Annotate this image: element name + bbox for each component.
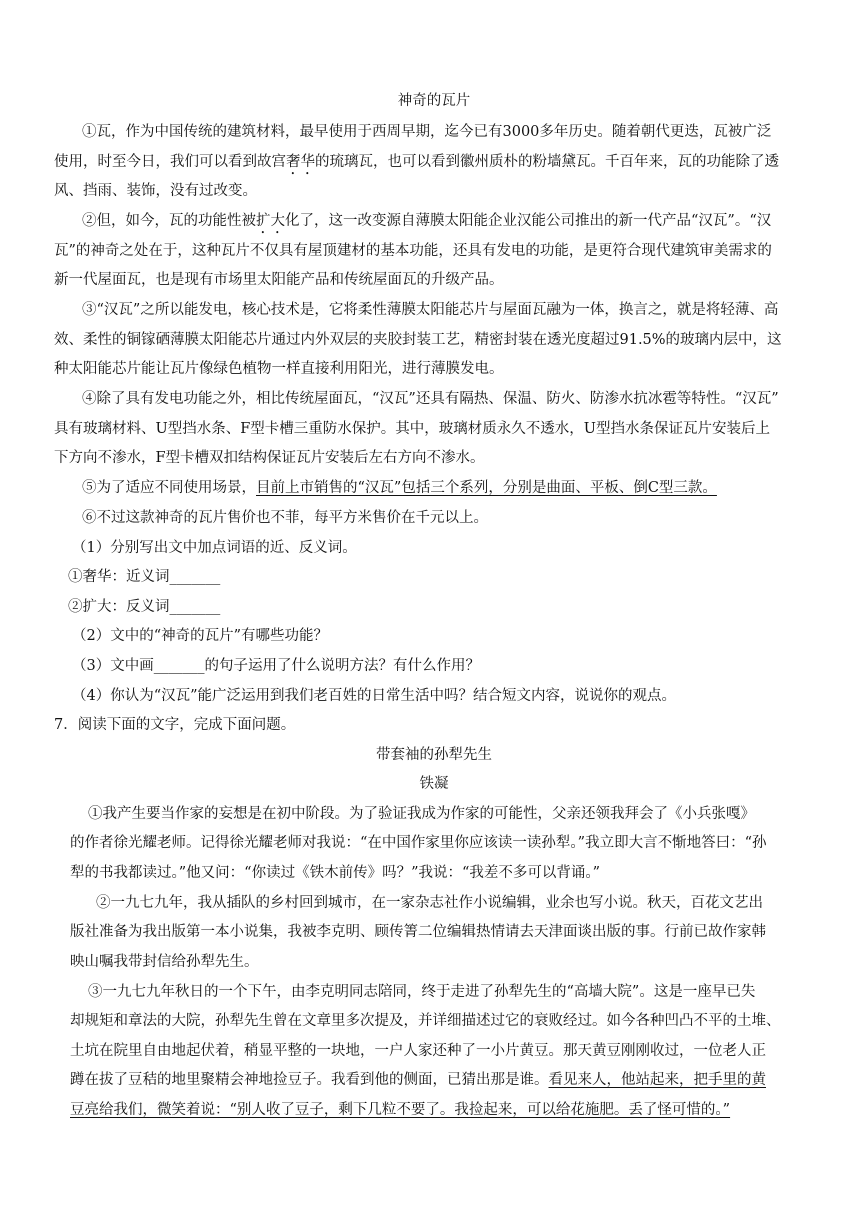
- text-segment: 蹲在拔了豆秸的地里聚精会神地捡豆子。我看到他的侧面，已猜出那是谁。: [70, 1072, 549, 1088]
- a2-paragraph-3-line-2: 却规矩和章法的大院，孙犁先生曾在文章里多次提及，并详细描述过它的衰败经过。如今各种凹凸不平的土堆、: [70, 1013, 781, 1029]
- question-7-heading: 7．阅读下面的文字，完成下面问题。: [54, 717, 296, 733]
- paragraph-6: ⑥不过这款神奇的瓦片售价也不菲，每平方米售价在千元以上。: [82, 510, 488, 526]
- paragraph-2-line-1: [54, 208, 814, 237]
- question-2: （2）文中的“神奇的瓦片”有哪些功能？: [72, 628, 329, 644]
- underlined-sentence: 看见来人，他站起来，把手里的黄: [548, 1072, 766, 1088]
- text-segment: ②但，如今，瓦的功能性被: [82, 213, 256, 229]
- paragraph-3-line-1: ③“汉瓦”之所以能发电，核心技术是，它将柔性薄膜太阳能芯片与屋面瓦融为一体，换言之，就是将轻薄、高: [82, 302, 779, 318]
- a2-paragraph-3-line-5-underlined: 豆亮给我们，微笑着说：“别人收了豆子，剩下几粒不要了。我捡起来，可以给花施肥。丢了怪可惜的。”: [70, 1102, 731, 1118]
- a2-paragraph-3-line-4: [70, 1067, 814, 1093]
- a2-paragraph-3-line-1: ③一九七九年秋日的一个下午，由李克明同志陪同，终于走进了孙犁先生的“高墙大院”。这是一座早已失: [88, 984, 756, 1000]
- a2-paragraph-2-line-1: ②一九七九年，我从插队的乡村回到城市，在一家杂志社作小说编辑，业余也写小说。秋天，百花文艺出: [96, 895, 763, 911]
- question-3: （3）文中画_______的句子运用了什么说明方法？有什么作用？: [72, 658, 480, 674]
- dotted-word-kuoda: 扩大: [256, 213, 285, 229]
- paragraph-1-line-2: [54, 149, 814, 178]
- paragraph-4-line-2: 具有玻璃材料、U型挡水条、F型卡槽三重防水保护。其中，玻璃材质永久不透水，U型挡水条保证瓦片安装后上: [54, 421, 770, 437]
- a2-paragraph-2-line-3: 映山嘱我带封信给孙犁先生。: [70, 954, 259, 970]
- text-segment: 的琉璃瓦，也可以看到徽州质朴的粉墙黛瓦。千百年来，瓦的功能除了透: [315, 154, 779, 170]
- paragraph-4-line-3: 下方向不渗水，F型卡槽双扣结构保证瓦片安装后左右方向不渗水。: [54, 450, 485, 466]
- article-title: 神奇的瓦片: [397, 93, 471, 109]
- paragraph-1-line-3: 风、挡雨、装饰，没有过改变。: [54, 183, 257, 199]
- a2-paragraph-3-line-3: 土坑在院里自由地起伏着，稍显平整的一块地，一户人家还种了一小片黄豆。那天黄豆刚刚收过，一位老人正: [70, 1043, 766, 1059]
- paragraph-2-line-3: 新一代屋面瓦，也是现有市场里太阳能产品和传统屋面瓦的升级产品。: [54, 272, 504, 288]
- paragraph-3-line-3: 种太阳能芯片能让瓦片像绿色植物一样直接利用阳光，进行薄膜发电。: [54, 361, 504, 377]
- dotted-word-shehua: 奢华: [286, 154, 315, 170]
- paragraph-2-line-2: 瓦”的神奇之处在于，这种瓦片不仅具有屋顶建材的基本功能，还具有发电的功能，是更符合现代建筑审美需求的: [54, 243, 772, 259]
- a2-paragraph-1-line-1: ①我产生要当作家的妄想是在初中阶段。为了验证我成为作家的可能性，父亲还领我拜会了《小兵张嘎》: [88, 806, 755, 822]
- text-segment: 使用，时至今日，我们可以看到故宫: [54, 154, 286, 170]
- a2-paragraph-1-line-3: 犁的书我都读过。”他又问：“你读过《铁木前传》吗？”我说：“我差不多可以背诵。”: [70, 865, 601, 881]
- text-segment: 化了，这一改变源自薄膜太阳能企业汉能公司推出的新一代产品“汉瓦”。“汉: [285, 213, 772, 229]
- question-1a: ①奢华：近义词_______: [68, 569, 221, 585]
- text-segment: ⑤为了适应不同使用场景，: [82, 480, 256, 496]
- paragraph-1-line-1: ①瓦，作为中国传统的建筑材料，最早使用于西周早期，迄今已有3000多年历史。随着朝代更迭，瓦被广泛: [82, 124, 772, 140]
- paragraph-5: [54, 475, 814, 501]
- paragraph-3-line-2: 效、柔性的铜镓硒薄膜太阳能芯片通过内外双层的夹胶封装工艺，精密封装在透光度超过91.5%的玻璃内层中，这: [54, 332, 782, 348]
- question-1: （1）分别写出文中加点词语的近、反义词。: [72, 540, 357, 556]
- underlined-sentence: 目前上市销售的“汉瓦”包括三个系列，分别是曲面、平板、倒C型三款。: [256, 480, 717, 496]
- question-4: （4）你认为“汉瓦”能广泛运用到我们老百姓的日常生活中吗？结合短文内容，说说你的观点。: [72, 688, 677, 704]
- article-2-title: 带套袖的孙犁先生: [376, 747, 492, 763]
- a2-paragraph-1-line-2: 的作者徐光耀老师。记得徐光耀老师对我说：“在中国作家里你应该读一读孙犁。”我立即大言不惭地答曰：“孙: [70, 835, 767, 851]
- a2-paragraph-2-line-2: 版社准备为我出版第一本小说集，我被李克明、顾传箐二位编辑热情请去天津面谈出版的事。行前已故作家韩: [70, 924, 766, 940]
- question-1b: ②扩大：反义词_______: [68, 599, 221, 615]
- article-2-author: 铁凝: [419, 776, 449, 792]
- paragraph-4-line-1: ④除了具有发电功能之外，相比传统屋面瓦，“汉瓦”还具有隔热、保温、防火、防渗水抗冰雹等特性。“汉瓦”: [82, 391, 779, 407]
